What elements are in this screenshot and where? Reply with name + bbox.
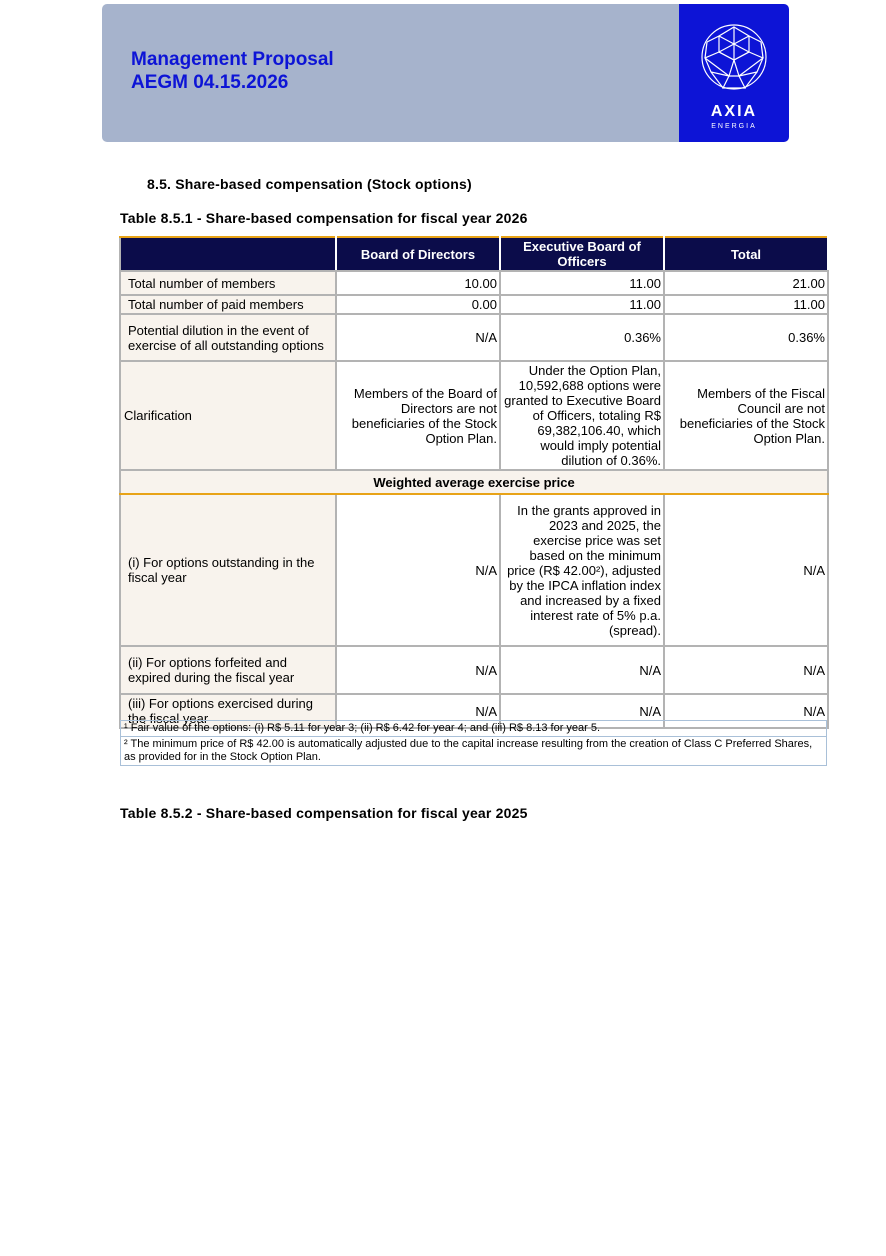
row-label: (ii) For options forfeited and expired during the fiscal year xyxy=(120,646,336,694)
header-executive-board: Executive Board of Officers xyxy=(500,237,664,271)
footnote-1: ¹ Fair value of the options: (i) R$ 5.11 for year 3; (ii) R$ 6.42 for year 4; and (iii) R$ 8.13 for year 5. xyxy=(121,721,827,737)
table-row xyxy=(120,646,828,694)
cell-ebo: 0.36% xyxy=(500,314,664,361)
cell-bod: 10.00 xyxy=(336,271,500,295)
cell-ebo: Under the Option Plan, 10,592,688 options were granted to Executive Board of Officers, totaling R$ 69,382,106.40, which would imply potential dilution of 0.36%. xyxy=(500,361,664,470)
cell-total: Members of the Fiscal Council are not beneficiaries of the Stock Option Plan. xyxy=(664,361,828,470)
footnote-row xyxy=(121,737,827,766)
footnote-2: ² The minimum price of R$ 42.00 is automatically adjusted due to the capital increase resulting from the creation of Class C Preferred Shares, as provided for in the Stock Option Plan. xyxy=(121,737,827,766)
cell-ebo: N/A xyxy=(500,694,664,728)
header-total: Total xyxy=(664,237,828,271)
section-row xyxy=(120,470,828,494)
cell-bod: N/A xyxy=(336,494,500,646)
logo-subtitle: ENERGIA xyxy=(711,123,757,130)
cell-total: N/A xyxy=(664,646,828,694)
table-title-2026: Table 8.5.1 - Share-based compensation for fiscal year 2026 xyxy=(120,210,528,226)
table-row xyxy=(120,271,828,295)
row-label: Clarification xyxy=(120,361,336,470)
section-label: Weighted average exercise price xyxy=(120,470,828,494)
table-row xyxy=(120,361,828,470)
cell-ebo: N/A xyxy=(500,646,664,694)
cell-total: N/A xyxy=(664,694,828,728)
row-label: Total number of members xyxy=(120,271,336,295)
table-row xyxy=(120,314,828,361)
section-heading: 8.5. Share-based compensation (Stock options) xyxy=(147,176,472,192)
cell-ebo: 11.00 xyxy=(500,271,664,295)
row-label: (i) For options outstanding in the fiscal year xyxy=(120,494,336,646)
table-row xyxy=(120,295,828,314)
cell-total: 0.36% xyxy=(664,314,828,361)
row-label: Potential dilution in the event of exercise of all outstanding options xyxy=(120,314,336,361)
share-compensation-table-2026 xyxy=(119,236,829,729)
cell-bod: N/A xyxy=(336,646,500,694)
table-header-row xyxy=(120,237,828,271)
title-line-2: AEGM 04.15.2026 xyxy=(131,72,289,93)
cell-bod: N/A xyxy=(336,694,500,728)
company-logo xyxy=(679,4,789,142)
table-row xyxy=(120,494,828,646)
cell-bod: N/A xyxy=(336,314,500,361)
cell-bod: 0.00 xyxy=(336,295,500,314)
table-title-2025: Table 8.5.2 - Share-based compensation for fiscal year 2025 xyxy=(120,805,528,821)
row-label: (iii) For options exercised during the fiscal year xyxy=(120,694,336,728)
logo-wordmark: AXIA xyxy=(710,103,758,120)
globe-logo-icon xyxy=(699,22,769,92)
footnotes-table xyxy=(120,720,827,766)
cell-ebo: In the grants approved in 2023 and 2025, the exercise price was set based on the minimum price (R$ 42.00²), adjusted by the IPCA inflation index and increased by a fixed interest rate of 5% p.a. (spread). xyxy=(500,494,664,646)
cell-total: 21.00 xyxy=(664,271,828,295)
cell-total: N/A xyxy=(664,494,828,646)
footnote-row xyxy=(121,721,827,737)
header-blank xyxy=(120,237,336,271)
cell-bod: Members of the Board of Directors are not beneficiaries of the Stock Option Plan. xyxy=(336,361,500,470)
header-board-of-directors: Board of Directors xyxy=(336,237,500,271)
document-title xyxy=(131,48,334,94)
cell-total: 11.00 xyxy=(664,295,828,314)
row-label: Total number of paid members xyxy=(120,295,336,314)
title-line-1: Management Proposal xyxy=(131,49,334,70)
cell-ebo: 11.00 xyxy=(500,295,664,314)
